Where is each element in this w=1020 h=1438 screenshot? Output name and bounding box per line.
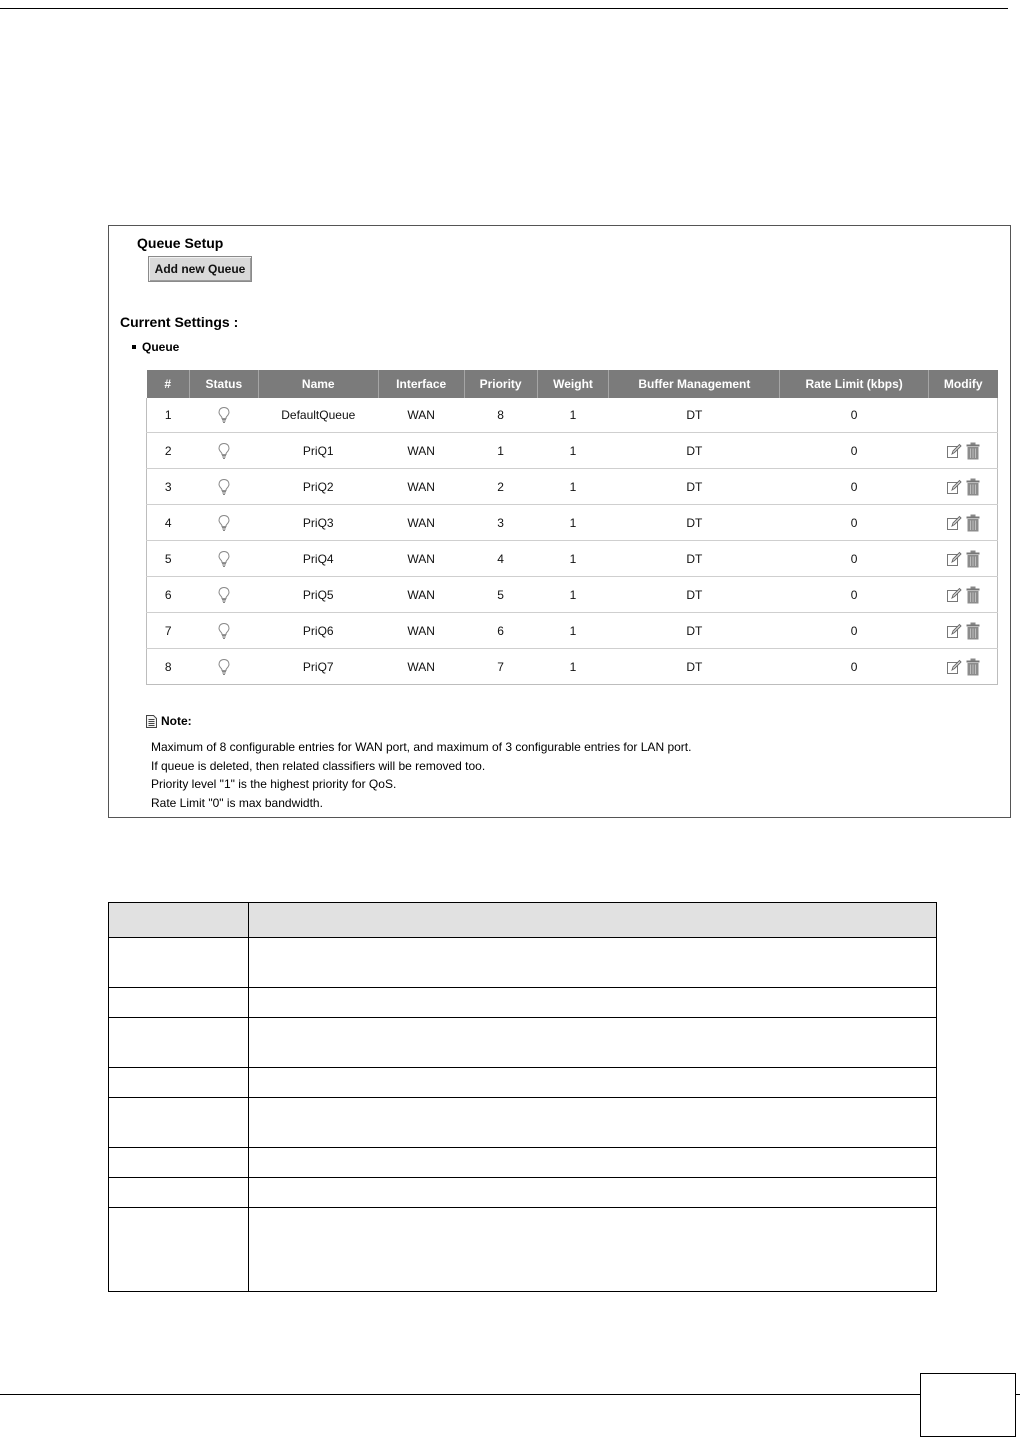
current-settings-title: Current Settings : (120, 314, 239, 330)
desc-label-cell (109, 1098, 249, 1148)
queue-priority: 3 (464, 505, 537, 541)
queue-priority: 4 (464, 541, 537, 577)
desc-row (109, 1018, 937, 1068)
queue-interface: WAN (378, 649, 464, 685)
queue-modify (929, 541, 998, 577)
queue-priority: 1 (464, 433, 537, 469)
desc-text-cell (249, 988, 937, 1018)
queue-interface: WAN (407, 408, 435, 422)
col-header-rate-limit: Rate Limit (kbps) (780, 370, 929, 398)
queue-label-text: Queue (142, 340, 180, 354)
queue-status (189, 613, 258, 649)
queue-number: 8 (147, 649, 190, 685)
queue-status (189, 577, 258, 613)
lightbulb-icon (217, 478, 231, 496)
queue-priority: 5 (464, 577, 537, 613)
queue-rate-limit: 0 (780, 613, 929, 649)
desc-row (109, 1068, 937, 1098)
table-row (147, 577, 998, 613)
queue-priority: 6 (464, 613, 537, 649)
queue-modify (929, 577, 998, 613)
queue-setup-screen (108, 225, 1011, 818)
edit-icon[interactable] (946, 515, 962, 531)
queue-name: PriQ7 (258, 649, 378, 685)
queue-modify (929, 613, 998, 649)
queue-weight: 1 (537, 541, 609, 577)
trash-icon[interactable] (966, 478, 980, 496)
queue-modify (929, 505, 998, 541)
trash-icon[interactable] (966, 658, 980, 676)
queue-status (189, 649, 258, 685)
desc-header-description-cell (249, 903, 937, 938)
queue-priority: 7 (464, 649, 537, 685)
desc-row (109, 1178, 937, 1208)
trash-icon[interactable] (966, 442, 980, 460)
queue-buffer-management: DT (686, 408, 703, 422)
table-row (147, 613, 998, 649)
queue-modify (929, 649, 998, 685)
col-header-status: Status (189, 370, 258, 398)
desc-row (109, 1148, 937, 1178)
col-header-interface: Interface (378, 370, 464, 398)
col-header-modify: Modify (929, 370, 998, 398)
lightbulb-icon (217, 442, 231, 460)
field-description-table (108, 902, 937, 1292)
queue-interface: WAN (378, 613, 464, 649)
queue-buffer-management: DT (609, 433, 780, 469)
queue-buffer-management: DT (609, 541, 780, 577)
lightbulb-icon (217, 622, 231, 640)
queue-name: PriQ3 (258, 505, 378, 541)
desc-label-cell (109, 988, 249, 1018)
desc-label-cell (109, 938, 249, 988)
table-row (147, 505, 998, 541)
queue-table (146, 370, 998, 685)
desc-row (109, 938, 937, 988)
queue-rate-limit: 0 (780, 577, 929, 613)
col-header-buffer-management: Buffer Management (609, 370, 780, 398)
queue-rate-limit: 0 (780, 541, 929, 577)
note-text (151, 738, 691, 812)
table-row (147, 469, 998, 505)
queue-interface: WAN (378, 577, 464, 613)
queue-number: 6 (147, 577, 190, 613)
trash-icon[interactable] (966, 622, 980, 640)
col-header-name: Name (258, 370, 378, 398)
note-line: Maximum of 8 configurable entries for WAN port, and maximum of 3 configurable entries for LAN port. (151, 740, 692, 754)
desc-label-cell (109, 1178, 249, 1208)
col-header-weight: Weight (537, 370, 609, 398)
lightbulb-icon (217, 550, 231, 568)
edit-icon[interactable] (946, 479, 962, 495)
desc-text-cell (249, 1208, 937, 1292)
bullet-icon (132, 345, 136, 349)
queue-modify (929, 433, 998, 469)
queue-interface: WAN (378, 541, 464, 577)
desc-label-cell (109, 1018, 249, 1068)
queue-weight: 1 (537, 469, 609, 505)
queue-interface: WAN (378, 505, 464, 541)
desc-row (109, 1208, 937, 1292)
page-number-box (920, 1373, 1016, 1437)
desc-text-cell (249, 1178, 937, 1208)
queue-interface: WAN (378, 433, 464, 469)
queue-number: 3 (147, 469, 190, 505)
trash-icon[interactable] (966, 514, 980, 532)
queue-interface: WAN (378, 469, 464, 505)
queue-table-header (147, 370, 998, 398)
queue-status (189, 541, 258, 577)
lightbulb-icon (217, 514, 231, 532)
queue-name: DefaultQueue (281, 408, 356, 422)
queue-section-label (132, 340, 179, 354)
queue-rate-limit: 0 (780, 433, 929, 469)
desc-text-cell (249, 938, 937, 988)
desc-label-cell (109, 1208, 249, 1292)
queue-rate-limit: 0 (780, 469, 929, 505)
queue-rate-limit: 0 (850, 408, 858, 422)
col-header-priority: Priority (464, 370, 537, 398)
note-label: Note: (161, 714, 192, 728)
queue-status (189, 433, 258, 469)
desc-row (109, 988, 937, 1018)
queue-weight: 1 (537, 577, 609, 613)
queue-modify (929, 469, 998, 505)
lightbulb-icon (217, 406, 231, 424)
edit-icon[interactable] (946, 623, 962, 639)
footer-rule (0, 1394, 1020, 1395)
queue-status (189, 469, 258, 505)
desc-row (109, 1098, 937, 1148)
queue-weight: 1 (537, 649, 609, 685)
queue-weight: 1 (569, 408, 577, 422)
desc-text-cell (249, 1068, 937, 1098)
queue-status (189, 505, 258, 541)
desc-label-cell (109, 1068, 249, 1098)
queue-modify (929, 398, 998, 433)
desc-header-row (109, 903, 937, 938)
queue-number: 4 (147, 505, 190, 541)
queue-status (189, 398, 258, 433)
edit-icon[interactable] (946, 659, 962, 675)
queue-priority: 8 (497, 408, 504, 422)
queue-name: PriQ5 (258, 577, 378, 613)
table-row (147, 649, 998, 685)
desc-header-label-cell (109, 903, 249, 938)
col-header-num: # (147, 370, 190, 398)
queue-buffer-management: DT (609, 577, 780, 613)
trash-icon[interactable] (966, 550, 980, 568)
queue-number: 7 (147, 613, 190, 649)
note-line: Priority level "1" is the highest priority for QoS. (151, 777, 397, 791)
queue-buffer-management: DT (609, 469, 780, 505)
queue-buffer-management: DT (609, 505, 780, 541)
lightbulb-icon (217, 586, 231, 604)
table-row (147, 433, 998, 469)
queue-number: 1 (164, 408, 172, 422)
trash-icon[interactable] (966, 586, 980, 604)
queue-name: PriQ2 (258, 469, 378, 505)
queue-weight: 1 (537, 613, 609, 649)
queue-number: 2 (147, 433, 190, 469)
queue-weight: 1 (537, 505, 609, 541)
edit-icon[interactable] (946, 443, 962, 459)
table-row (147, 541, 998, 577)
queue-name: PriQ6 (258, 613, 378, 649)
edit-icon[interactable] (946, 587, 962, 603)
note-icon (146, 715, 157, 728)
queue-priority: 2 (464, 469, 537, 505)
queue-buffer-management: DT (609, 613, 780, 649)
desc-label-cell (109, 1148, 249, 1178)
add-new-queue-button[interactable]: Add new Queue (148, 256, 252, 282)
queue-rate-limit: 0 (780, 649, 929, 685)
queue-rate-limit: 0 (780, 505, 929, 541)
note-line: Rate Limit "0" is max bandwidth. (151, 795, 323, 810)
lightbulb-icon (217, 658, 231, 676)
desc-text-cell (249, 1148, 937, 1178)
queue-weight: 1 (537, 433, 609, 469)
queue-setup-title: Queue Setup (137, 235, 224, 251)
note-heading (146, 714, 192, 728)
edit-icon[interactable] (946, 551, 962, 567)
queue-buffer-management: DT (609, 649, 780, 685)
table-row (147, 398, 998, 433)
desc-text-cell (249, 1018, 937, 1068)
queue-name: PriQ1 (258, 433, 378, 469)
queue-number: 5 (147, 541, 190, 577)
queue-name: PriQ4 (258, 541, 378, 577)
desc-text-cell (249, 1098, 937, 1148)
note-line: If queue is deleted, then related classifiers will be removed too. (151, 758, 486, 773)
header-rule (0, 8, 1008, 9)
